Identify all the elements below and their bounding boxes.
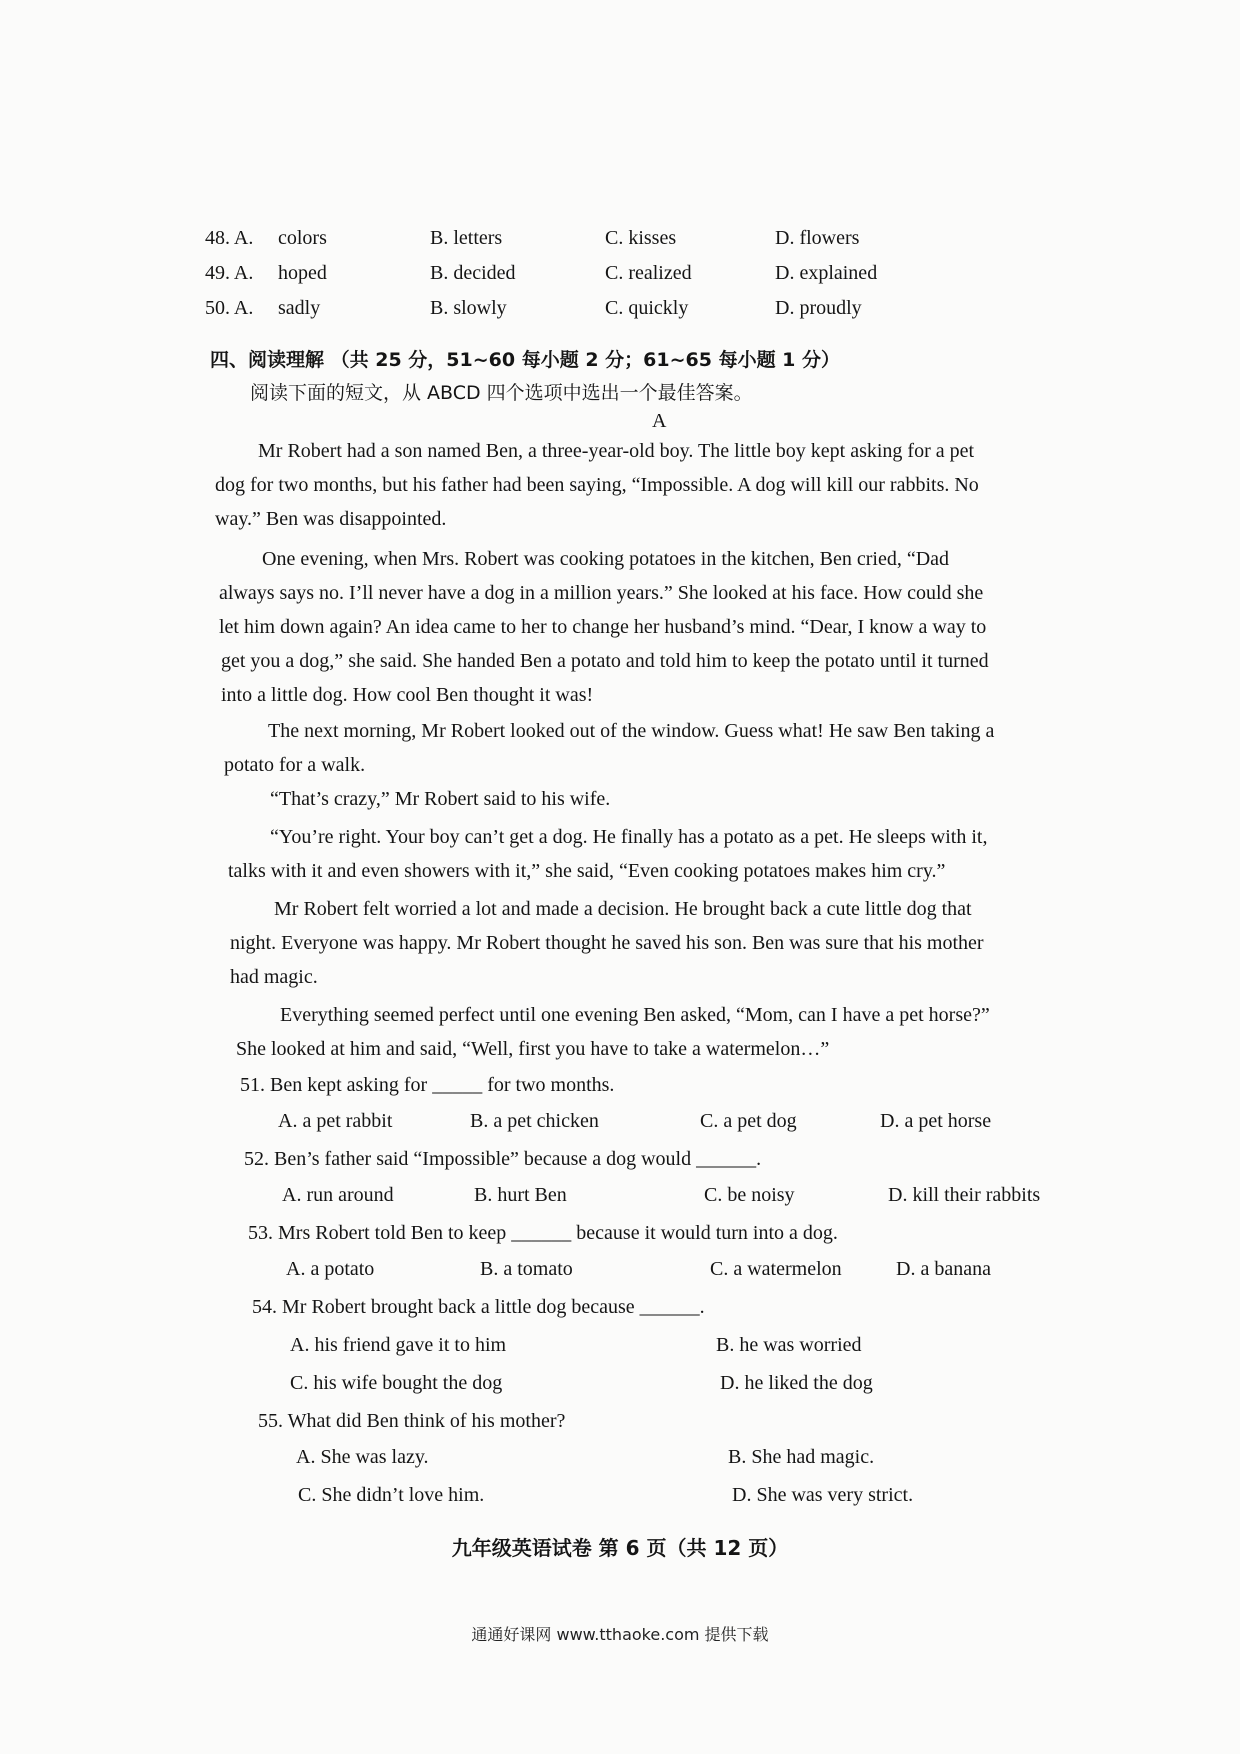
answer-option: B. he was worried — [716, 1334, 862, 1356]
section-title: 四、阅读理解 （共 25 分，51~60 每小题 2 分；61~65 每小题 1 分） — [210, 349, 841, 371]
answer-option: C. a pet dog — [700, 1110, 797, 1132]
answer-option: B. a pet chicken — [470, 1110, 599, 1132]
question-stem: 53. Mrs Robert told Ben to keep ______ because it would turn into a dog. — [248, 1222, 838, 1244]
answer-option: D. She was very strict. — [732, 1484, 914, 1506]
passage-line: She looked at him and said, “Well, first you have to take a watermelon…” — [236, 1038, 830, 1060]
passage-line: way.” Ben was disappointed. — [215, 508, 447, 530]
answer-option: B. She had magic. — [728, 1446, 875, 1468]
question-stem: 52. Ben’s father said “Impossible” because a dog would ______. — [244, 1148, 762, 1170]
answer-option: B. a tomato — [480, 1258, 573, 1280]
answer-option: C. his wife bought the dog — [290, 1372, 503, 1394]
passage-line: night. Everyone was happy. Mr Robert thought he saved his son. Ben was sure that his mother — [230, 932, 984, 954]
option-a: colors — [278, 227, 327, 249]
option-d: D. flowers — [775, 227, 860, 249]
option-b: B. letters — [430, 227, 503, 249]
answer-option: A. a potato — [286, 1258, 375, 1280]
answer-option: A. She was lazy. — [296, 1446, 429, 1468]
question-number: 50. A. — [205, 297, 254, 319]
page-footer: 九年级英语试卷 第 6 页（共 12 页） — [451, 1536, 789, 1560]
passage-line: dog for two months, but his father had been saying, “Impossible. A dog will kill our rabbits. No — [215, 474, 979, 496]
option-a: hoped — [278, 262, 327, 284]
answer-option: A. his friend gave it to him — [290, 1334, 507, 1356]
passage-line: into a little dog. How cool Ben thought it was! — [221, 684, 594, 706]
question-number: 49. A. — [205, 262, 254, 284]
passage-line: “That’s crazy,” Mr Robert said to his wife. — [270, 788, 611, 810]
option-c: C. realized — [605, 262, 692, 284]
passage-line: The next morning, Mr Robert looked out of the window. Guess what! He saw Ben taking a — [268, 720, 995, 742]
option-b: B. slowly — [430, 297, 507, 319]
option-c: C. quickly — [605, 297, 689, 319]
answer-option: A. run around — [282, 1184, 394, 1206]
passage-line: Everything seemed perfect until one evening Ben asked, “Mom, can I have a pet horse?” — [280, 1004, 990, 1026]
passage-line: get you a dog,” she said. She handed Ben a potato and told him to keep the potato until it turned — [221, 650, 989, 672]
passage-line: had magic. — [230, 966, 318, 988]
question-number: 48. A. — [205, 227, 254, 249]
option-d: D. proudly — [775, 297, 862, 319]
passage-line: Mr Robert had a son named Ben, a three-year-old boy. The little boy kept asking for a pet — [258, 440, 975, 462]
option-c: C. kisses — [605, 227, 677, 249]
answer-option: D. a pet horse — [880, 1110, 992, 1132]
answer-option: D. kill their rabbits — [888, 1184, 1041, 1206]
question-stem: 54. Mr Robert brought back a little dog because ______. — [252, 1296, 705, 1318]
answer-option: C. be noisy — [704, 1184, 795, 1206]
download-watermark: 通通好课网 www.tthaoke.com 提供下载 — [471, 1625, 769, 1644]
option-d: D. explained — [775, 262, 878, 284]
passage-line: talks with it and even showers with it,” she said, “Even cooking potatoes makes him cry.” — [228, 860, 946, 882]
section-instruction: 阅读下面的短文，从 ABCD 四个选项中选出一个最佳答案。 — [250, 382, 753, 404]
passage-line: One evening, when Mrs. Robert was cooking potatoes in the kitchen, Ben cried, “Dad — [262, 548, 950, 570]
answer-option: B. hurt Ben — [474, 1184, 567, 1206]
option-a: sadly — [278, 297, 321, 319]
answer-option: D. a banana — [896, 1258, 991, 1280]
passage-label: A — [652, 410, 667, 432]
answer-option: C. She didn’t love him. — [298, 1484, 485, 1506]
question-stem: 51. Ben kept asking for _____ for two months. — [240, 1074, 615, 1096]
passage-line: let him down again? An idea came to her to change her husband’s mind. “Dear, I know a way to — [219, 616, 987, 638]
passage-line: always says no. I’ll never have a dog in a million years.” She looked at his face. How could she — [219, 582, 984, 604]
question-stem: 55. What did Ben think of his mother? — [258, 1410, 566, 1432]
answer-option: A. a pet rabbit — [278, 1110, 393, 1132]
answer-option: D. he liked the dog — [720, 1372, 873, 1394]
answer-option: C. a watermelon — [710, 1258, 842, 1280]
option-b: B. decided — [430, 262, 516, 284]
passage-line: “You’re right. Your boy can’t get a dog. He finally has a potato as a pet. He sleeps with it, — [270, 826, 988, 848]
passage-line: Mr Robert felt worried a lot and made a decision. He brought back a cute little dog that — [274, 898, 972, 920]
passage-line: potato for a walk. — [224, 754, 366, 776]
